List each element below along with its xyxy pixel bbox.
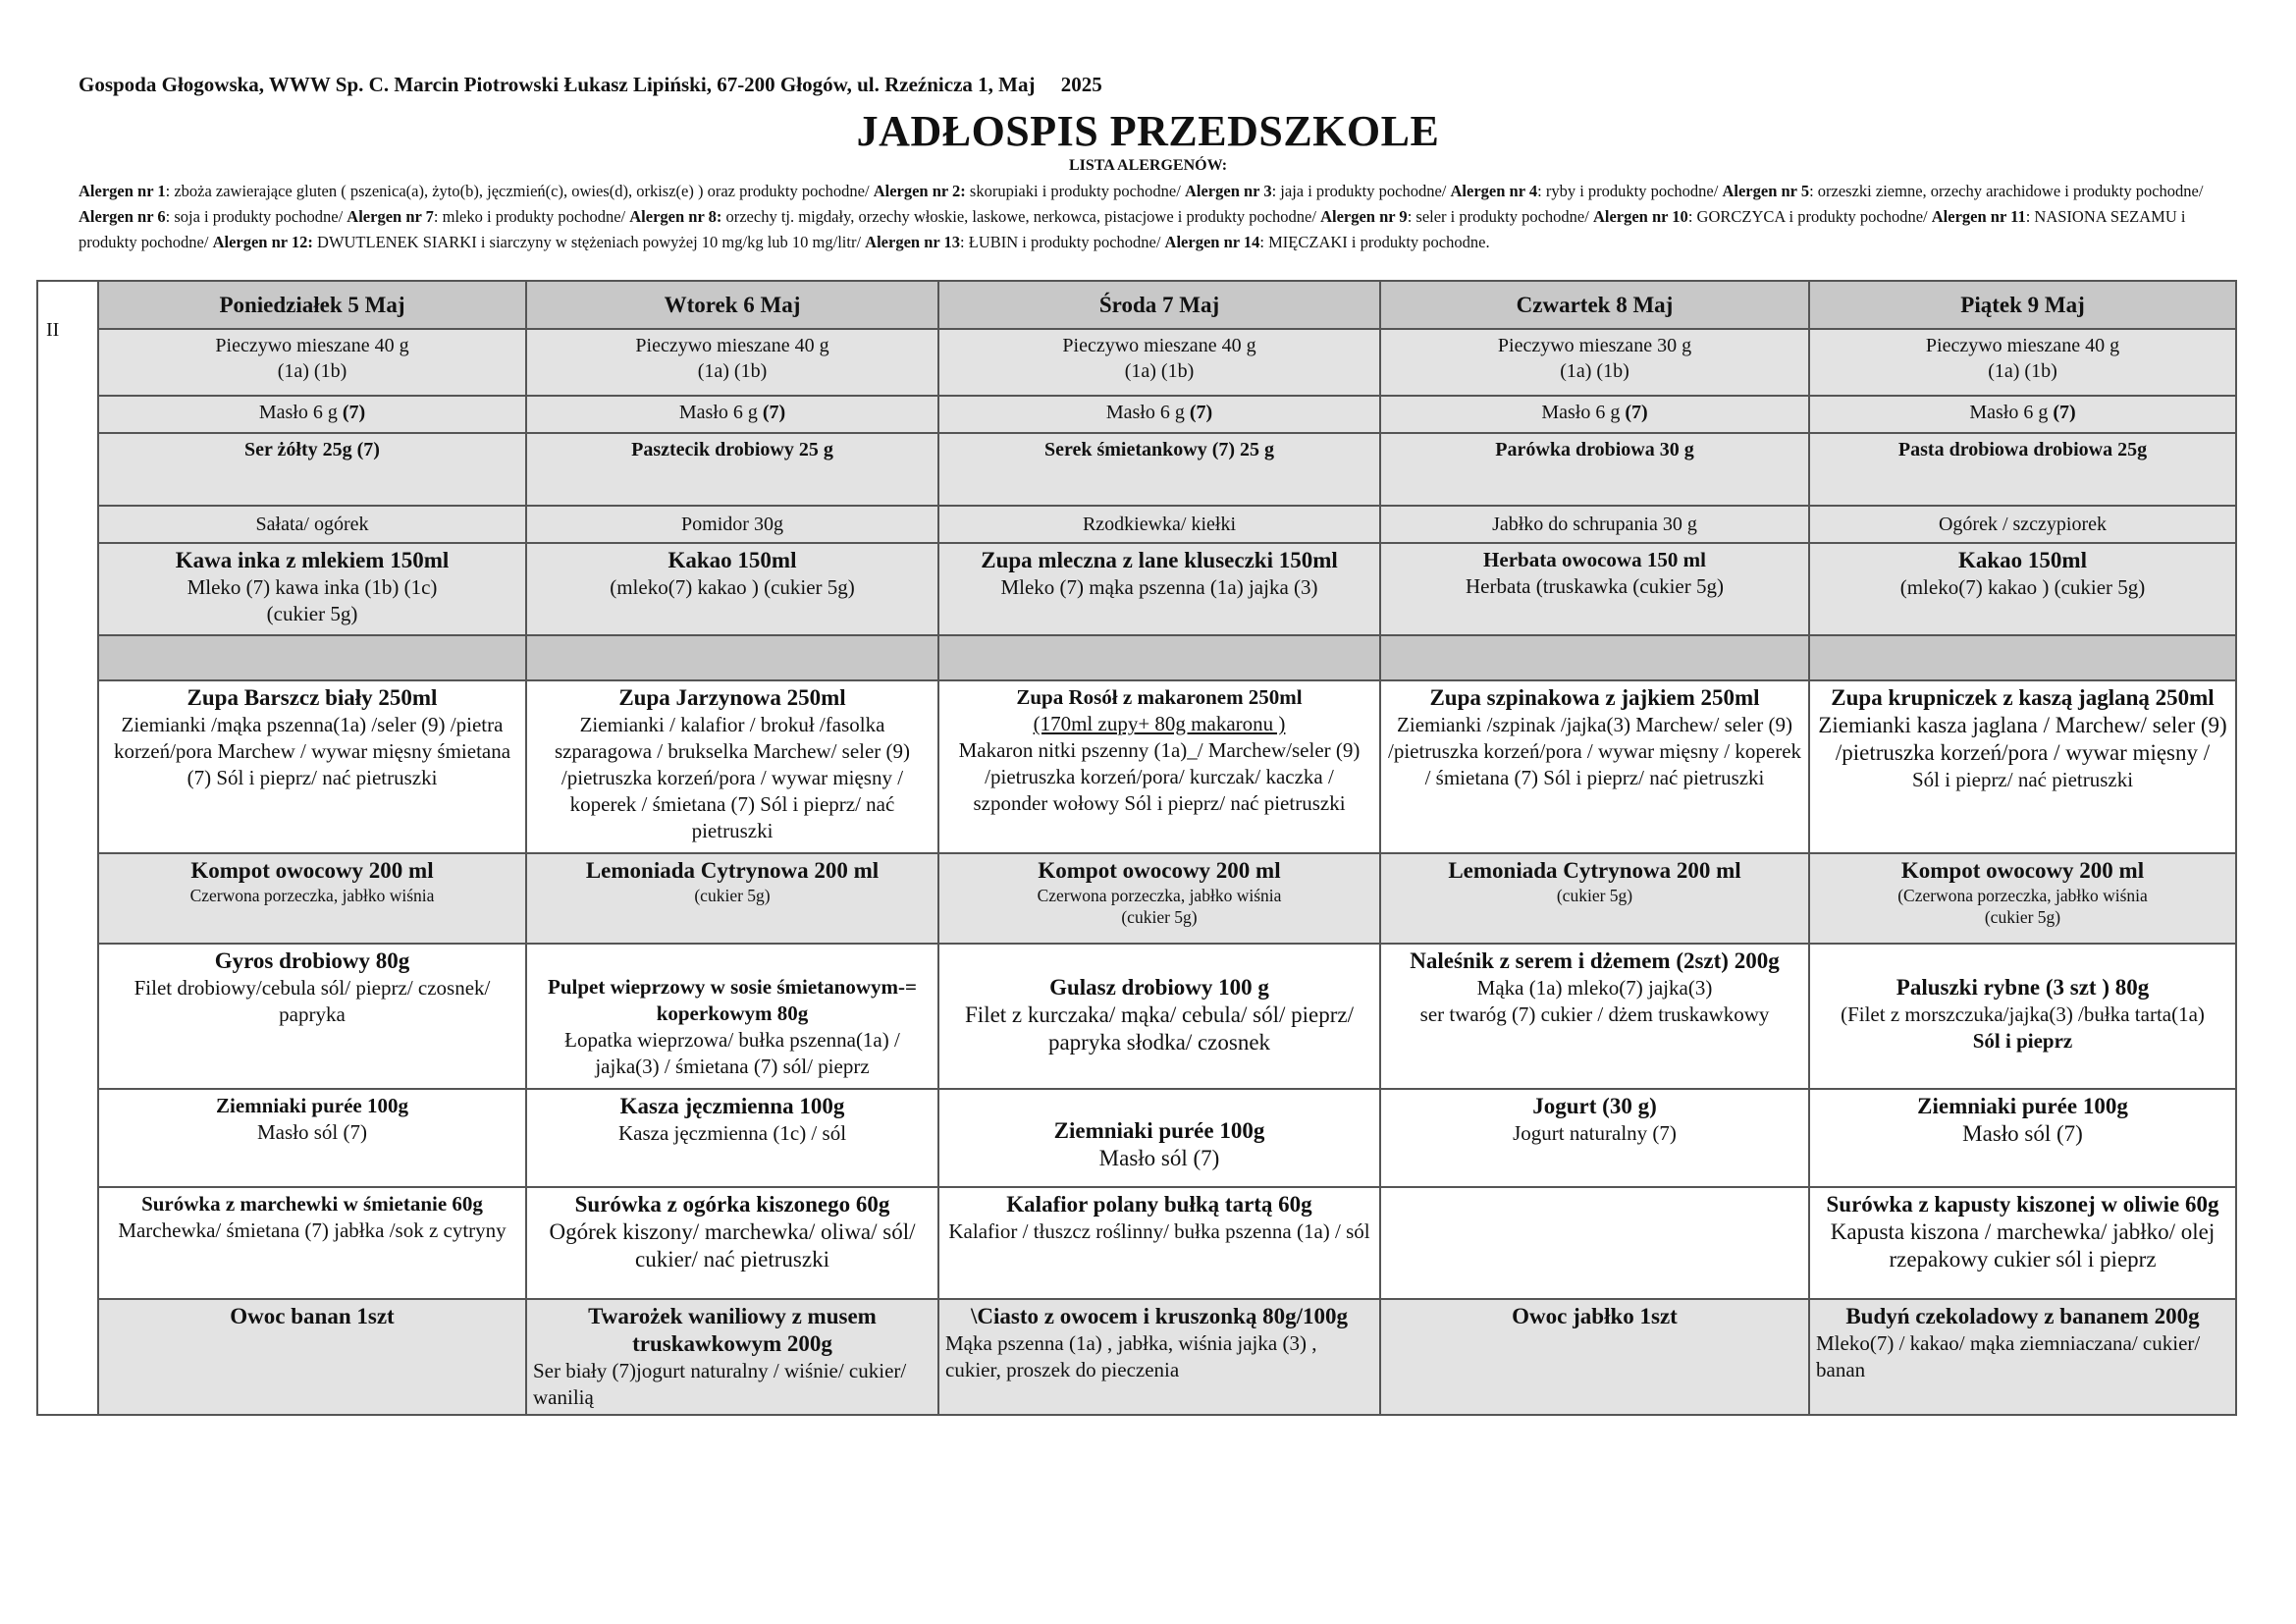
bread-name: Pieczywo mieszane 40 g: [1925, 335, 2120, 356]
allergen-label: Alergen nr 6: [79, 207, 166, 226]
year-text: 2025: [1060, 73, 1102, 96]
side-desc: Masło sól (7): [257, 1120, 367, 1144]
bread-cell: [526, 329, 938, 396]
bread-name: Pieczywo mieszane 40 g: [635, 335, 829, 356]
bread-name: Pieczywo mieszane 30 g: [1497, 335, 1692, 356]
main-desc: Filet z kurczaka/ mąka/ cebula/ sól/ pieprz/ papryka słodka/ czosnek: [965, 1002, 1354, 1055]
salad-cell: [938, 1187, 1380, 1299]
company-text: Gospoda Głogowska, WWW Sp. C. Marcin Piotrowski Łukasz Lipiński, 67-200 Głogów, ul. Rzeźnicza 1, Maj: [79, 73, 1036, 96]
butter-row: [37, 396, 2236, 433]
main-name: Gyros drobiowy 80g: [214, 948, 410, 973]
main-desc: Mąka (1a) mleko(7) jajka(3): [1476, 976, 1713, 1000]
soup-desc: Ziemianki / kalafior / brokuł /fasolka szparagowa / brukselka Marchew/ seler (9) /pietruszka korzeń/pora / wywar mięsny / koperek / śmietana (7) Sól i pieprz/ nać pietruszki: [554, 713, 911, 842]
drink-cell: [98, 543, 526, 635]
main-desc: Sól i pieprz: [1972, 1029, 2073, 1053]
drink-cell: [1809, 543, 2236, 635]
butter-allergen: (7): [762, 402, 786, 423]
allergen-label: Alergen nr 1: [79, 182, 166, 200]
drink-name: Kakao 150ml: [667, 548, 797, 572]
drink-desc: Herbata (truskawka (cukier 5g): [1466, 574, 1724, 598]
main-cell: [938, 944, 1380, 1089]
compote-desc: (cukier 5g): [1121, 907, 1198, 927]
dessert-cell: [1380, 1299, 1809, 1415]
allergen-label: Alergen nr 10: [1592, 207, 1688, 226]
dessert-cell: [98, 1299, 526, 1415]
drink-cell: [526, 543, 938, 635]
dessert-name: Owoc banan 1szt: [230, 1304, 395, 1328]
bread-cell: [938, 329, 1380, 396]
compote-cell: [98, 853, 526, 944]
separator-cell: [98, 635, 526, 680]
drink-desc: (cukier 5g): [266, 602, 358, 625]
drink-desc: Mleko (7) mąka pszenna (1a) jajka (3): [1000, 575, 1318, 599]
allergen-text: : ryby i produkty pochodne/: [1537, 182, 1723, 200]
main-cell: [98, 944, 526, 1089]
bread-cell: [1380, 329, 1809, 396]
salad-cell: [1809, 1187, 2236, 1299]
allergen-label: Alergen nr 3: [1184, 182, 1272, 200]
side-desc: Masło sól (7): [1098, 1146, 1220, 1170]
side-desc: Jogurt naturalny (7): [1513, 1121, 1677, 1145]
side-name: Ziemniaki purée 100g: [1917, 1094, 2128, 1118]
main-name: Naleśnik z serem i dżemem (2szt) 200g: [1410, 948, 1780, 973]
main-name: Gulasz drobiowy 100 g: [1049, 975, 1269, 1000]
salad-row: [37, 1187, 2236, 1299]
soup-desc: Makaron nitki pszenny (1a)_/ Marchew/seler (9) /pietruszka korzeń/pora/ kurczak/ kaczka / szponder wołowy Sól i pieprz/ nać pietruszki: [958, 738, 1361, 815]
separator-row: [37, 635, 2236, 680]
soup-cell: [1380, 680, 1809, 853]
butter-cell: [98, 396, 526, 433]
side-cell: [938, 1089, 1380, 1187]
salad-desc: Ogórek kiszony/ marchewka/ oliwa/ sól/ cukier/ nać pietruszki: [549, 1219, 916, 1272]
veg-cell: Pomidor 30g: [526, 506, 938, 543]
compote-cell: [1809, 853, 2236, 944]
veg-cell: Sałata/ ogórek: [98, 506, 526, 543]
veg-cell: Jabłko do schrupania 30 g: [1380, 506, 1809, 543]
drink-name: Kawa inka z mlekiem 150ml: [175, 548, 450, 572]
salad-desc: Marchewka/ śmietana (7) jabłka /sok z cytryny: [118, 1218, 507, 1242]
dessert-name: \Ciasto z owocem i kruszonką 80g/100g: [971, 1304, 1348, 1328]
soup-desc: Sól i pieprz/ nać pietruszki: [1911, 768, 2134, 791]
allergen-list-title: LISTA ALERGENÓW:: [1068, 157, 1228, 174]
side-row: [37, 1089, 2236, 1187]
bread-allergens: (1a) (1b): [697, 360, 768, 382]
day-header: Środa 7 Maj: [938, 281, 1380, 329]
butter-allergen: (7): [342, 402, 366, 423]
compote-name: Kompot owocowy 200 ml: [1900, 858, 2145, 883]
drink-desc: (mleko(7) kakao ) (cukier 5g): [1899, 575, 2146, 599]
soup-cell: [1809, 680, 2236, 853]
main-desc: (Filet z morszczuka/jajka(3) /bułka tarta(1a): [1841, 1002, 2205, 1026]
side-desc: Masło sól (7): [1962, 1121, 2083, 1146]
side-cell: [1380, 1089, 1809, 1187]
side-name: Kasza jęczmienna 100g: [619, 1094, 845, 1118]
butter-cell: [526, 396, 938, 433]
compote-row: [37, 853, 2236, 944]
butter-allergen: (7): [2053, 402, 2076, 423]
day-header: Poniedziałek 5 Maj: [98, 281, 526, 329]
separator-cell: [1380, 635, 1809, 680]
allergen-text: : zboża zawierające gluten ( pszenica(a), żyto(b), jęczmień(c), owies(d), orkisz(e) ) oraz produkty pochodne/: [165, 182, 874, 200]
dessert-desc: Ser biały (7)jogurt naturalny / wiśnie/ cukier/ wanilią: [533, 1359, 907, 1409]
butter-allergen: (7): [1625, 402, 1648, 423]
main-name: Pulpet wieprzowy w sosie śmietanowym-= koperkowym 80g: [548, 975, 917, 1025]
soup-name: Zupa Jarzynowa 250ml: [618, 685, 846, 710]
allergen-label: Alergen nr 9: [1320, 207, 1408, 226]
main-desc: ser twaróg (7) cukier / dżem truskawkowy: [1419, 1002, 1770, 1026]
bread-allergens: (1a) (1b): [277, 360, 347, 382]
soup-name: Zupa Rosół z makaronem 250ml: [1016, 685, 1303, 709]
butter-cell: [1809, 396, 2236, 433]
allergen-text: : ŁUBIN i produkty pochodne/: [960, 233, 1165, 251]
dessert-cell: [938, 1299, 1380, 1415]
salad-name: Surówka z ogórka kiszonego 60g: [574, 1192, 890, 1217]
allergen-text: : seler i produkty pochodne/: [1407, 207, 1593, 226]
dessert-desc: Mąka pszenna (1a) , jabłka, wiśnia jajka (3) , cukier, proszek do pieczenia: [945, 1331, 1317, 1381]
compote-desc: (cukier 5g): [1556, 886, 1633, 905]
butter-name: Masło 6 g: [678, 402, 763, 423]
butter-allergen: (7): [1189, 402, 1213, 423]
soup-name: Zupa Barszcz biały 250ml: [187, 685, 438, 710]
salad-name: Surówka z kapusty kiszonej w oliwie 60g: [1826, 1192, 2219, 1217]
butter-cell: [1380, 396, 1809, 433]
dessert-desc: Mleko(7) / kakao/ mąka ziemniaczana/ cukier/ banan: [1816, 1331, 2201, 1381]
dessert-cell: [526, 1299, 938, 1415]
soup-desc: Ziemianki /mąka pszenna(1a) /seler (9) /pietra korzeń/pora Marchew / wywar mięsny śmietana (7) Sól i pieprz/ nać pietruszki: [113, 713, 511, 789]
header-company: [79, 73, 1102, 97]
dessert-name: Twarożek waniliowy z musem truskawkowym 200g: [588, 1304, 877, 1356]
dessert-name: Budyń czekoladowy z bananem 200g: [1845, 1304, 2200, 1328]
allergen-text: : orzeszki ziemne, orzechy arachidowe i produkty pochodne/: [1809, 182, 2204, 200]
day-header: Piątek 9 Maj: [1809, 281, 2236, 329]
salad-cell: [98, 1187, 526, 1299]
compote-cell: [938, 853, 1380, 944]
allergen-label: Alergen nr 2:: [873, 182, 966, 200]
soup-name: Zupa szpinakowa z jajkiem 250ml: [1429, 685, 1760, 710]
main-row: [37, 944, 2236, 1089]
drink-name: Kakao 150ml: [1958, 548, 2087, 572]
salad-cell-empty: [1380, 1187, 1809, 1299]
allergen-label: Alergen nr 8:: [629, 207, 722, 226]
side-desc: Kasza jęczmienna (1c) / sól: [617, 1121, 847, 1145]
soup-desc: Ziemianki kasza jaglana / Marchew/ seler (9) /pietruszka korzeń/pora / wywar mięsny /: [1818, 713, 2227, 765]
bread-cell: [1809, 329, 2236, 396]
salad-desc: Kapusta kiszona / marchewka/ jabłko/ olej rzepakowy cukier sól i pieprz: [1830, 1219, 2216, 1272]
allergen-label: Alergen nr 4: [1450, 182, 1538, 200]
side-name: Ziemniaki purée 100g: [215, 1094, 408, 1117]
compote-desc: Czerwona porzeczka, jabłko wiśnia: [1037, 886, 1282, 905]
allergen-text: : NASIONA SEZAMU i produkty pochodne/: [79, 207, 2186, 251]
allergen-label: Alergen nr 5: [1722, 182, 1810, 200]
allergen-text: DWUTLENEK SIARKI i siarczyny w stężeniach powyżej 10 mg/kg lub 10 mg/litr/: [312, 233, 866, 251]
veg-row: [37, 506, 2236, 543]
side-cell: [98, 1089, 526, 1187]
compote-name: Kompot owocowy 200 ml: [190, 858, 434, 883]
compote-name: Lemoniada Cytrynowa 200 ml: [1448, 858, 1741, 883]
allergen-text: : GORCZYCA i produkty pochodne/: [1687, 207, 1932, 226]
side-cell: [526, 1089, 938, 1187]
drink-cell: [1380, 543, 1809, 635]
allergen-text: orzechy tj. migdały, orzechy włoskie, laskowe, nerkowca, pistacjowe i produkty pochodne/: [721, 207, 1321, 226]
spread-row: [37, 433, 2236, 506]
bread-allergens: (1a) (1b): [1560, 360, 1629, 382]
main-desc: Łopatka wieprzowa/ bułka pszenna(1a) / jajka(3) / śmietana (7) sól/ pieprz: [564, 1028, 900, 1078]
compote-desc: Czerwona porzeczka, jabłko wiśnia: [189, 886, 435, 905]
allergen-text: : mleko i produkty pochodne/: [433, 207, 630, 226]
side-cell: [1809, 1089, 2236, 1187]
day-header: Wtorek 6 Maj: [526, 281, 938, 329]
compote-desc: (cukier 5g): [1984, 907, 2061, 927]
drink-name: Zupa mleczna z lane kluseczki 150ml: [981, 548, 1338, 572]
soup-cell: [526, 680, 938, 853]
compote-name: Kompot owocowy 200 ml: [1038, 858, 1281, 883]
separator-cell: [938, 635, 1380, 680]
dessert-cell: [1809, 1299, 2236, 1415]
compote-name: Lemoniada Cytrynowa 200 ml: [585, 858, 880, 883]
drink-desc: (mleko(7) kakao ) (cukier 5g): [610, 575, 855, 599]
spread-cell: Pasztecik drobiowy 25 g: [526, 433, 938, 506]
veg-cell: Ogórek / szczypiorek: [1809, 506, 2236, 543]
allergen-label: Alergen nr 11: [1931, 207, 2026, 226]
salad-name: Surówka z marchewki w śmietanie 60g: [141, 1192, 483, 1216]
menu-table: [36, 280, 2237, 1416]
butter-cell: [938, 396, 1380, 433]
main-name: Paluszki rybne (3 szt ) 80g: [1896, 975, 2150, 1000]
spread-cell: Ser żółty 25g (7): [98, 433, 526, 506]
allergen-label: Alergen nr 13: [865, 233, 961, 251]
compote-desc: (cukier 5g): [694, 886, 771, 905]
main-cell: [1380, 944, 1809, 1089]
separator-cell: [526, 635, 938, 680]
allergen-text: : MIĘCZAKI i produkty pochodne.: [1259, 233, 1490, 251]
bread-row: [37, 329, 2236, 396]
compote-cell: [1380, 853, 1809, 944]
side-name: Jogurt (30 g): [1532, 1094, 1657, 1118]
soup-cell: [938, 680, 1380, 853]
veg-cell: Rzodkiewka/ kiełki: [938, 506, 1380, 543]
main-desc: Filet drobiowy/cebula sól/ pieprz/ czosnek/ papryka: [133, 976, 491, 1026]
salad-desc: Kalafior / tłuszcz roślinny/ bułka pszenna (1a) / sól: [948, 1219, 1370, 1243]
allergen-list: [79, 179, 2223, 255]
butter-name: Masło 6 g: [1541, 402, 1626, 423]
bread-name: Pieczywo mieszane 40 g: [215, 335, 409, 356]
compote-desc: (Czerwona porzeczka, jabłko wiśnia: [1897, 886, 2148, 905]
allergen-text: skorupiaki i produkty pochodne/: [965, 182, 1185, 200]
butter-name: Masło 6 g: [1105, 402, 1190, 423]
dessert-row: [37, 1299, 2236, 1415]
soup-row: [37, 680, 2236, 853]
drink-desc: Mleko (7) kawa inka (1b) (1c): [187, 575, 438, 599]
week-label: II: [37, 281, 98, 1415]
allergen-label: Alergen nr 7: [347, 207, 434, 226]
allergen-text: : jaja i produkty pochodne/: [1271, 182, 1451, 200]
main-cell: [1809, 944, 2236, 1089]
soup-cell: [98, 680, 526, 853]
soup-name: Zupa krupniczek z kaszą jaglaną 250ml: [1831, 685, 2215, 710]
day-header: Czwartek 8 Maj: [1380, 281, 1809, 329]
days-header-row: [37, 281, 2236, 329]
main-cell: [526, 944, 938, 1089]
side-name: Ziemniaki purée 100g: [1053, 1118, 1265, 1143]
soup-sub: (170ml zupy+ 80g makaronu ): [1033, 712, 1286, 735]
spread-cell: Pasta drobiowa drobiowa 25g: [1809, 433, 2236, 506]
bread-allergens: (1a) (1b): [1124, 360, 1195, 382]
drink-name: Herbata owocowa 150 ml: [1483, 548, 1706, 571]
bread-cell: [98, 329, 526, 396]
butter-name: Masło 6 g: [258, 402, 343, 423]
bread-allergens: (1a) (1b): [1988, 360, 2057, 382]
separator-cell: [1809, 635, 2236, 680]
salad-name: Kalafior polany bułką tartą 60g: [1006, 1192, 1312, 1217]
drink-row: [37, 543, 2236, 635]
soup-desc: Ziemianki /szpinak /jajka(3) Marchew/ seler (9) /pietruszka korzeń/pora / wywar mięsny / koperek / śmietana (7) Sól i pieprz/ nać pietruszki: [1387, 713, 1802, 789]
page-title: JADŁOSPIS PRZEDSZKOLE: [856, 107, 1440, 155]
dessert-name: Owoc jabłko 1szt: [1512, 1304, 1678, 1328]
allergen-label: Alergen nr 14: [1164, 233, 1260, 251]
compote-cell: [526, 853, 938, 944]
butter-name: Masło 6 g: [1969, 402, 2054, 423]
bread-name: Pieczywo mieszane 40 g: [1062, 335, 1256, 356]
allergen-text: : soja i produkty pochodne/: [165, 207, 347, 226]
drink-cell: [938, 543, 1380, 635]
salad-cell: [526, 1187, 938, 1299]
allergen-label: Alergen nr 12:: [212, 233, 313, 251]
spread-cell: Serek śmietankowy (7) 25 g: [938, 433, 1380, 506]
spread-cell: Parówka drobiowa 30 g: [1380, 433, 1809, 506]
